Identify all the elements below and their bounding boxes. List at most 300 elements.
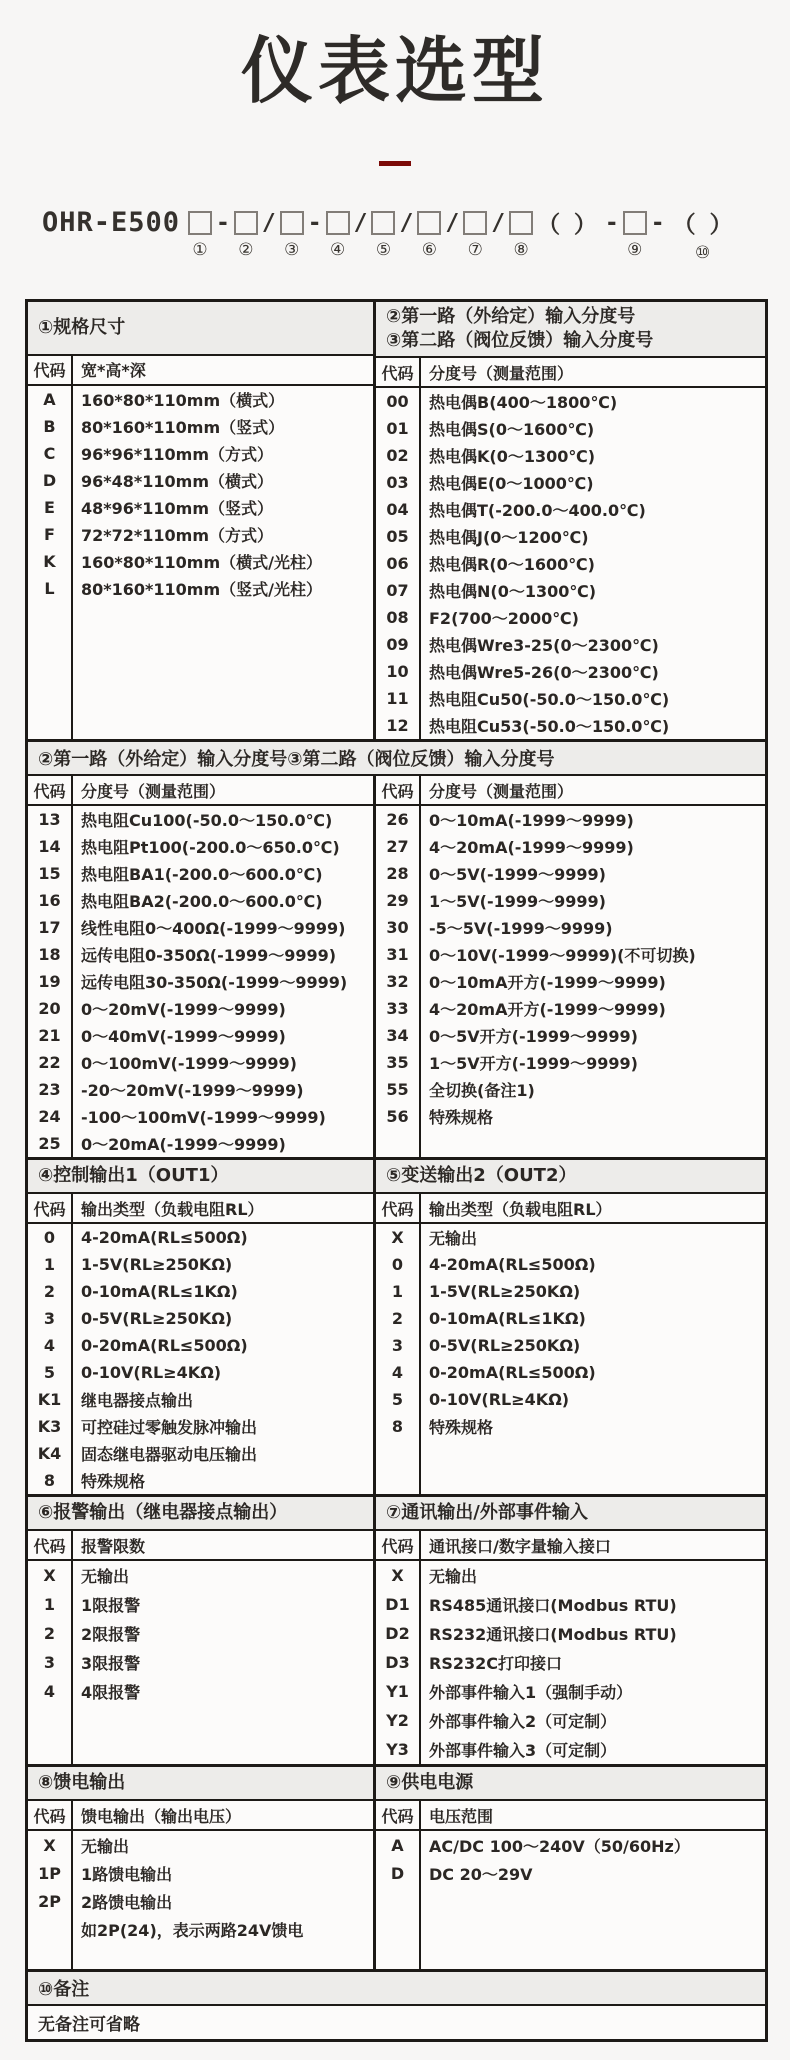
section-header-spec-size — [28, 302, 373, 356]
section-title: ⑧馈电输出 — [38, 1772, 126, 1794]
code-cell: 1 — [28, 1251, 73, 1278]
code-column-header: 代码 — [28, 1801, 73, 1829]
table-row — [28, 494, 373, 521]
desc-cell: 0～5V开方(-1999～9999) — [429, 1027, 638, 1047]
table-row — [28, 1305, 373, 1332]
table-row — [28, 1103, 373, 1130]
table-row — [376, 685, 765, 712]
table-row — [376, 1386, 765, 1413]
code-cell: 16 — [28, 887, 73, 914]
code-cell: 01 — [376, 415, 421, 442]
desc-cell: 热电偶R(0～1600℃) — [429, 555, 595, 575]
code-cell: 17 — [28, 914, 73, 941]
model-token-symbol: OHR-E500 — [42, 207, 181, 239]
section-title: ⑥报警输出（继电器接点输出） — [38, 1502, 288, 1524]
desc-cell: 2路馈电输出 — [81, 1892, 173, 1912]
desc-cell: 热电偶S(0～1600℃) — [429, 420, 595, 440]
section-4-control-output — [28, 1160, 373, 1494]
model-token — [350, 208, 372, 267]
model-token-symbol: （ ） — [537, 212, 597, 239]
code-cell: 2P — [28, 1887, 73, 1915]
table-row — [28, 1590, 373, 1619]
model-token-symbol — [371, 211, 395, 235]
code-column-header: 代码 — [376, 1801, 421, 1829]
table-row — [28, 1130, 373, 1157]
code-cell: 21 — [28, 1022, 73, 1049]
table-row — [376, 388, 765, 415]
table-row — [28, 521, 373, 548]
table-body — [28, 806, 373, 1157]
table-row — [28, 887, 373, 914]
table-row — [376, 1619, 765, 1648]
model-token-symbol — [234, 211, 258, 235]
section-title: ⑩备注 — [38, 1979, 90, 2001]
table-row — [376, 1590, 765, 1619]
desc-cell: F2(700～2000℃) — [429, 609, 579, 629]
model-token-symbol: / — [445, 209, 460, 236]
table-row — [28, 1887, 373, 1915]
desc-cell: 特殊规格 — [81, 1472, 146, 1492]
code-cell: 20 — [28, 995, 73, 1022]
table-row — [28, 806, 373, 833]
code-column-header: 代码 — [28, 356, 73, 384]
column-header — [28, 776, 373, 806]
section-6-alarm-output — [28, 1497, 373, 1764]
table-row — [376, 1413, 765, 1440]
model-token — [647, 208, 669, 267]
section-header-out1 — [28, 1160, 373, 1194]
desc-cell: 80*160*110mm（竖式） — [81, 417, 285, 437]
section-7-comm-event-input — [373, 1497, 765, 1764]
table-row — [376, 1706, 765, 1735]
code-cell: 15 — [28, 860, 73, 887]
code-cell: 22 — [28, 1049, 73, 1076]
code-cell: 06 — [376, 550, 421, 577]
table-row — [376, 496, 765, 523]
table-row — [376, 1831, 765, 1859]
table-row — [376, 887, 765, 914]
desc-cell: 4～20mA(-1999～9999) — [429, 838, 634, 858]
code-cell: K3 — [28, 1413, 73, 1440]
code-cell: 09 — [376, 631, 421, 658]
desc-cell: 0～10V(-1999～9999)(不可切换) — [429, 946, 696, 966]
code-cell: 8 — [28, 1467, 73, 1494]
table-row — [376, 523, 765, 550]
table-row — [376, 712, 765, 739]
desc-column-header: 报警限数 — [81, 1536, 146, 1556]
desc-cell: 热电偶B(400～1800℃) — [429, 393, 618, 413]
column-header — [28, 1531, 373, 1561]
page-title: 仪表选型 — [240, 29, 549, 113]
table-row — [28, 1076, 373, 1103]
code-cell: 1 — [376, 1278, 421, 1305]
model-token-symbol — [623, 211, 647, 235]
model-token-index: ③ — [284, 239, 300, 260]
table-body — [376, 806, 765, 1157]
desc-cell: 特殊规格 — [429, 1108, 494, 1128]
code-cell: D3 — [376, 1648, 421, 1677]
desc-cell: -100～100mV(-1999～9999) — [81, 1108, 326, 1128]
code-cell: 8 — [376, 1413, 421, 1440]
code-cell: 0 — [376, 1251, 421, 1278]
desc-cell: 0-5V(RL≥250KΩ) — [81, 1309, 233, 1329]
section-23-right — [373, 776, 765, 1157]
code-cell: D — [376, 1859, 421, 1887]
table-row — [376, 1859, 765, 1887]
desc-cell: 全切换(备注1) — [429, 1081, 535, 1101]
model-token-symbol — [326, 211, 350, 235]
model-token — [395, 208, 417, 267]
desc-cell: 热电阻Cu50(-50.0～150.0℃) — [429, 690, 670, 710]
desc-cell: -5～5V(-1999～9999) — [429, 919, 613, 939]
desc-cell: 可控硅过零触发脉冲输出 — [81, 1418, 258, 1438]
desc-cell: 4-20mA(RL≤500Ω) — [429, 1255, 596, 1275]
table-row — [376, 577, 765, 604]
desc-cell: 无输出 — [429, 1567, 478, 1587]
code-cell: L — [28, 575, 73, 602]
title-accent-dash — [379, 161, 411, 166]
code-cell: 13 — [28, 806, 73, 833]
desc-cell: 外部事件输入1（强制手动） — [429, 1683, 633, 1703]
table-row — [28, 1648, 373, 1677]
model-token-index: ⑨ — [627, 239, 643, 260]
table-row — [28, 1278, 373, 1305]
desc-cell: RS232通讯接口(Modbus RTU) — [429, 1625, 677, 1645]
section-title-line1: ②第一路（外给定）输入分度号 — [386, 305, 636, 327]
desc-cell: 4限报警 — [81, 1683, 141, 1703]
model-token — [417, 208, 441, 264]
model-token — [487, 208, 509, 267]
table-body — [28, 1561, 373, 1764]
code-cell: 5 — [376, 1386, 421, 1413]
column-filler — [28, 1706, 373, 1764]
model-token-index: ⑥ — [421, 239, 437, 260]
desc-cell: 继电器接点输出 — [81, 1391, 194, 1411]
model-token — [669, 208, 737, 267]
code-column-header: 代码 — [28, 1531, 73, 1559]
table-row — [28, 941, 373, 968]
model-token — [280, 208, 304, 264]
column-filler — [376, 1130, 765, 1157]
model-token-symbol — [280, 211, 304, 235]
code-cell: 04 — [376, 496, 421, 523]
code-cell: 2 — [28, 1619, 73, 1648]
desc-cell: 0-10mA(RL≤1KΩ) — [429, 1309, 586, 1329]
table-body — [376, 388, 765, 739]
section-title: ⑨供电电源 — [386, 1772, 474, 1794]
model-token-symbol: - — [307, 209, 322, 236]
model-token — [533, 208, 601, 267]
model-token — [258, 208, 280, 267]
desc-cell: 0～100mV(-1999～9999) — [81, 1054, 297, 1074]
section-header-remarks — [28, 1972, 765, 2006]
desc-cell: 热电偶J(0～1200℃) — [429, 528, 589, 548]
table-row — [376, 833, 765, 860]
desc-cell: 远传电阻30-350Ω(-1999～9999) — [81, 973, 348, 993]
desc-cell: 4-20mA(RL≤500Ω) — [81, 1228, 248, 1248]
desc-cell: 160*80*110mm（横式） — [81, 390, 285, 410]
code-cell: 30 — [376, 914, 421, 941]
table-body — [376, 1224, 765, 1494]
code-cell: 29 — [376, 887, 421, 914]
section-23-input-index — [28, 739, 765, 1157]
code-cell: 07 — [376, 577, 421, 604]
table-body — [28, 386, 373, 740]
desc-column-header: 分度号（测量范围） — [81, 781, 226, 801]
table-row — [28, 1386, 373, 1413]
model-token-index: ⑦ — [467, 239, 483, 260]
section-9-power-supply — [373, 1767, 765, 1969]
table-row — [28, 467, 373, 494]
model-code-line — [42, 208, 790, 267]
code-cell: K1 — [28, 1386, 73, 1413]
section-1-left — [28, 302, 373, 740]
desc-cell: 3限报警 — [81, 1654, 141, 1674]
code-cell: 08 — [376, 604, 421, 631]
code-cell: Y3 — [376, 1735, 421, 1764]
code-cell: 00 — [376, 388, 421, 415]
table-row — [376, 604, 765, 631]
code-column-header: 代码 — [376, 776, 421, 804]
section-title-line2: ③第二路（阀位反馈）输入分度号 — [386, 330, 654, 352]
table-row — [376, 1305, 765, 1332]
desc-cell: 0-20mA(RL≤500Ω) — [429, 1363, 596, 1383]
section-1-spec-and-input — [28, 302, 765, 740]
section-header-alarm — [28, 1497, 373, 1531]
model-token-index: ⑤ — [375, 239, 392, 260]
section-header-feed-output — [28, 1767, 373, 1801]
desc-cell: 1～5V(-1999～9999) — [429, 892, 606, 912]
code-column-header: 代码 — [376, 358, 421, 386]
desc-cell: 2限报警 — [81, 1625, 141, 1645]
desc-column-header: 分度号（测量范围） — [429, 363, 574, 383]
desc-cell: 如2P(24)，表示两路24V馈电 — [81, 1920, 304, 1940]
desc-cell: 1限报警 — [81, 1596, 141, 1616]
table-row — [376, 1076, 765, 1103]
table-row — [28, 413, 373, 440]
table-row — [376, 1278, 765, 1305]
table-row — [28, 386, 373, 413]
code-cell: F — [28, 521, 73, 548]
code-cell: K4 — [28, 1440, 73, 1467]
desc-cell: RS232C打印接口 — [429, 1654, 562, 1674]
code-cell: C — [28, 440, 73, 467]
desc-cell: 热电偶N(0～1300℃) — [429, 582, 597, 602]
model-token-symbol: / — [491, 209, 506, 236]
code-cell: 1 — [28, 1590, 73, 1619]
model-token-symbol: - — [650, 209, 665, 236]
code-cell: 5 — [28, 1359, 73, 1386]
desc-cell: 0-20mA(RL≤500Ω) — [81, 1336, 248, 1356]
desc-cell: 72*72*110mm（方式） — [81, 525, 274, 545]
desc-cell: 热电偶Wre3-25(0～2300℃) — [429, 636, 659, 656]
code-cell: B — [28, 413, 73, 440]
code-cell: 23 — [28, 1076, 73, 1103]
model-token-index: ⑧ — [513, 239, 529, 260]
code-cell: 11 — [376, 685, 421, 712]
desc-cell: 0～20mV(-1999～9999) — [81, 1000, 286, 1020]
model-token-symbol — [463, 211, 487, 235]
code-cell: 19 — [28, 968, 73, 995]
model-token — [42, 208, 188, 267]
code-cell: 14 — [28, 833, 73, 860]
column-filler — [376, 1887, 765, 1969]
desc-column-header: 通讯接口/数字量输入接口 — [429, 1536, 611, 1556]
section-10-remarks — [28, 1969, 765, 2039]
model-token — [304, 208, 326, 267]
desc-cell: 0-5V(RL≥250KΩ) — [429, 1336, 581, 1356]
table-row — [28, 1619, 373, 1648]
code-column-header: 代码 — [28, 1194, 73, 1222]
desc-cell: AC/DC 100～240V（50/60Hz） — [429, 1836, 690, 1856]
code-cell: 4 — [28, 1332, 73, 1359]
code-cell: 10 — [376, 658, 421, 685]
model-token-symbol: / — [399, 209, 414, 236]
table-row — [28, 1440, 373, 1467]
table-row — [376, 914, 765, 941]
table-row — [376, 968, 765, 995]
section-23-grid — [28, 776, 765, 1157]
model-token — [463, 208, 487, 264]
model-token — [623, 208, 647, 264]
code-cell: 02 — [376, 442, 421, 469]
code-cell: D1 — [376, 1590, 421, 1619]
model-token-index: ① — [192, 239, 208, 260]
section-title: ④控制输出1（OUT1） — [38, 1165, 229, 1187]
desc-cell: 无输出 — [81, 1567, 130, 1587]
desc-cell: 热电偶Wre5-26(0～2300℃) — [429, 663, 659, 683]
table-row — [28, 860, 373, 887]
model-token — [212, 208, 234, 267]
code-cell: 2 — [28, 1278, 73, 1305]
code-cell: 05 — [376, 523, 421, 550]
code-cell: D2 — [376, 1619, 421, 1648]
section-title: ⑦通讯输出/外部事件输入 — [386, 1502, 588, 1524]
table-row — [376, 1359, 765, 1386]
section-23-left — [28, 776, 373, 1157]
table-body — [28, 1224, 373, 1494]
desc-cell: 0～10mA开方(-1999～9999) — [429, 973, 666, 993]
table-row — [376, 1648, 765, 1677]
table-row — [28, 1831, 373, 1859]
code-cell: K — [28, 548, 73, 575]
table-row — [376, 1022, 765, 1049]
section-89-power — [28, 1764, 765, 1969]
desc-cell: 热电阻Cu100(-50.0～150.0℃) — [81, 811, 333, 831]
table-row — [376, 415, 765, 442]
model-token-symbol: / — [261, 209, 276, 236]
desc-cell: 0-10mA(RL≤1KΩ) — [81, 1282, 238, 1302]
desc-cell: 1～5V开方(-1999～9999) — [429, 1054, 638, 1074]
section-title: ⑤变送输出2（OUT2） — [386, 1165, 577, 1187]
code-cell: 4 — [28, 1677, 73, 1706]
desc-cell: 160*80*110mm（横式/光柱） — [81, 552, 322, 572]
desc-cell: 0-10V(RL≥4KΩ) — [429, 1390, 570, 1410]
table-row — [376, 1677, 765, 1706]
table-row — [376, 1735, 765, 1764]
code-cell — [28, 1915, 73, 1943]
desc-cell: 4～20mA开方(-1999～9999) — [429, 1000, 666, 1020]
code-column-header: 代码 — [376, 1194, 421, 1222]
model-token-symbol — [509, 211, 533, 235]
code-cell: 33 — [376, 995, 421, 1022]
desc-cell: 0～10mA(-1999～9999) — [429, 811, 634, 831]
model-token — [441, 208, 463, 267]
desc-cell: RS485通讯接口(Modbus RTU) — [429, 1596, 677, 1616]
code-column-header: 代码 — [28, 776, 73, 804]
code-cell: 26 — [376, 806, 421, 833]
desc-cell: 远传电阻0-350Ω(-1999～9999) — [81, 946, 337, 966]
selection-table — [25, 299, 768, 2043]
column-header — [376, 1801, 765, 1831]
table-row — [28, 440, 373, 467]
code-cell: 1P — [28, 1859, 73, 1887]
desc-cell: 热电阻BA2(-200.0～600.0℃) — [81, 892, 323, 912]
section-title: ①规格尺寸 — [38, 316, 126, 338]
desc-cell: 热电阻BA1(-200.0～600.0℃) — [81, 865, 323, 885]
model-token-symbol — [188, 211, 212, 235]
model-token-symbol: （ ） — [672, 212, 733, 239]
table-body — [376, 1561, 765, 1764]
column-header — [376, 776, 765, 806]
desc-column-header: 电压范围 — [429, 1806, 494, 1826]
column-filler — [28, 1943, 373, 1969]
table-row — [376, 469, 765, 496]
code-cell: 31 — [376, 941, 421, 968]
desc-cell: 0～20mA(-1999～9999) — [81, 1135, 286, 1155]
table-row — [28, 575, 373, 602]
table-row — [376, 1224, 765, 1251]
desc-cell: 1-5V(RL≥250KΩ) — [429, 1282, 581, 1302]
code-cell: Y2 — [376, 1706, 421, 1735]
code-cell: 34 — [376, 1022, 421, 1049]
desc-cell: 48*96*110mm（竖式） — [81, 498, 274, 518]
desc-cell: -20～20mV(-1999～9999) — [81, 1081, 304, 1101]
table-row — [376, 1251, 765, 1278]
table-row — [376, 941, 765, 968]
section-header-input-index-2 — [28, 742, 765, 776]
table-row — [28, 833, 373, 860]
table-row — [28, 1049, 373, 1076]
section-header-comm — [376, 1497, 765, 1531]
column-header — [28, 1194, 373, 1224]
desc-column-header: 馈电输出（输出电压） — [81, 1806, 242, 1826]
desc-cell: 80*160*110mm（竖式/光柱） — [81, 579, 322, 599]
desc-cell: 0～40mV(-1999～9999) — [81, 1027, 286, 1047]
code-cell: X — [28, 1831, 73, 1859]
section-5-transmit-output — [373, 1160, 765, 1494]
table-body — [376, 1831, 765, 1969]
code-cell: 28 — [376, 860, 421, 887]
model-token-index: ② — [238, 239, 254, 260]
table-row — [28, 548, 373, 575]
table-row — [376, 658, 765, 685]
code-cell: 3 — [28, 1648, 73, 1677]
model-token — [188, 208, 212, 264]
column-header — [376, 1531, 765, 1561]
section-45-outputs — [28, 1157, 765, 1494]
table-row — [28, 1359, 373, 1386]
desc-column-header: 宽*高*深 — [81, 361, 146, 381]
code-cell: 56 — [376, 1103, 421, 1130]
desc-cell: 热电阻Pt100(-200.0～650.0℃) — [81, 838, 340, 858]
table-row — [376, 550, 765, 577]
model-token — [509, 208, 533, 264]
table-row — [28, 1413, 373, 1440]
code-cell: 3 — [376, 1332, 421, 1359]
model-token — [234, 208, 258, 264]
code-cell: 0 — [28, 1224, 73, 1251]
